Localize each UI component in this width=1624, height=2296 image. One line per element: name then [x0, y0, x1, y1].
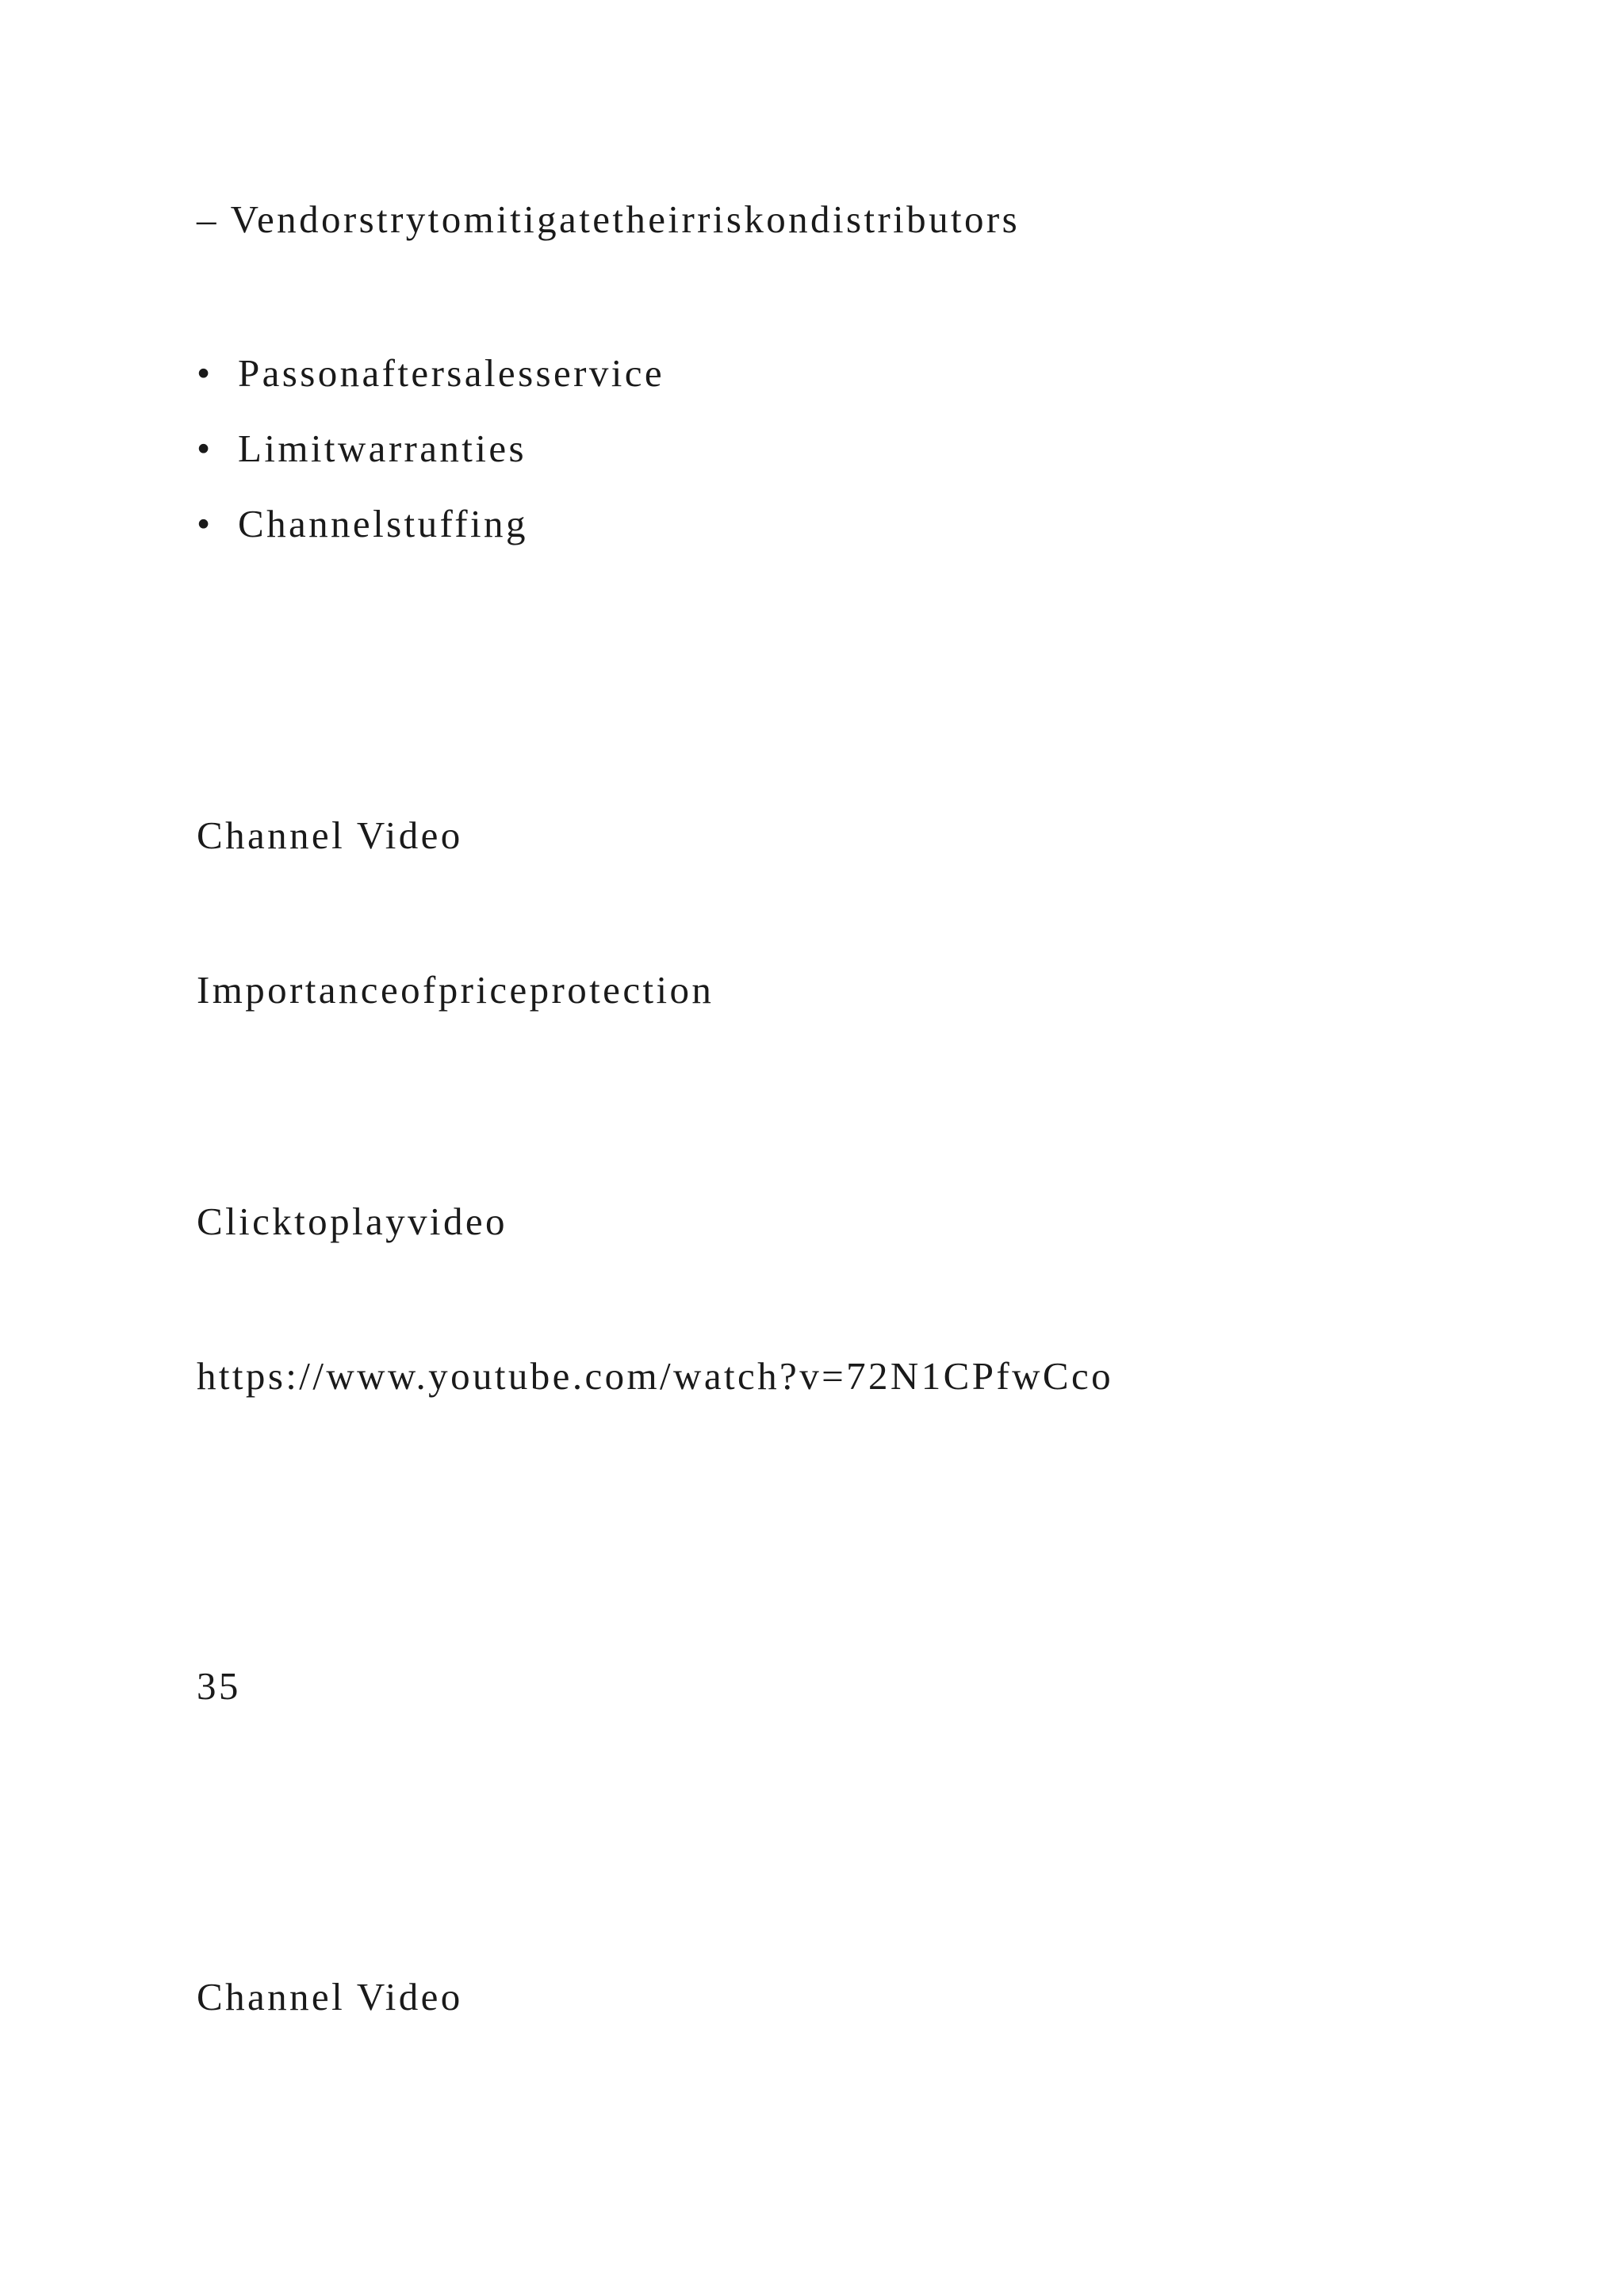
- bullet-icon: •: [197, 351, 213, 395]
- video-title: Importanceofpriceprotection: [197, 968, 714, 1012]
- video-url-link[interactable]: https://www.youtube.com/watch?v=72N1CPfwCco: [197, 1354, 1113, 1398]
- bullet-label: Channelstuffing: [238, 502, 528, 545]
- bullet-item-after-sales: [197, 351, 665, 395]
- click-to-play-link[interactable]: Clicktoplayvideo: [197, 1200, 508, 1243]
- section-heading-channel-video: Channel Video: [197, 813, 463, 857]
- bullet-label: Passonaftersalesservice: [238, 351, 665, 395]
- bullet-icon: •: [197, 427, 213, 470]
- section-heading-channel-video-2: Channel Video: [197, 1975, 463, 2019]
- bullet-icon: •: [197, 502, 213, 545]
- subpoint-vendors-mitigate-risk: – Vendorstrytomitigatetheirriskondistributors: [197, 197, 1021, 241]
- bullet-item-channel-stuffing: [197, 504, 528, 543]
- bullet-item-limit-warranties: [197, 429, 527, 468]
- page-number: 35: [197, 1664, 241, 1708]
- bullet-label: Limitwarranties: [238, 427, 527, 470]
